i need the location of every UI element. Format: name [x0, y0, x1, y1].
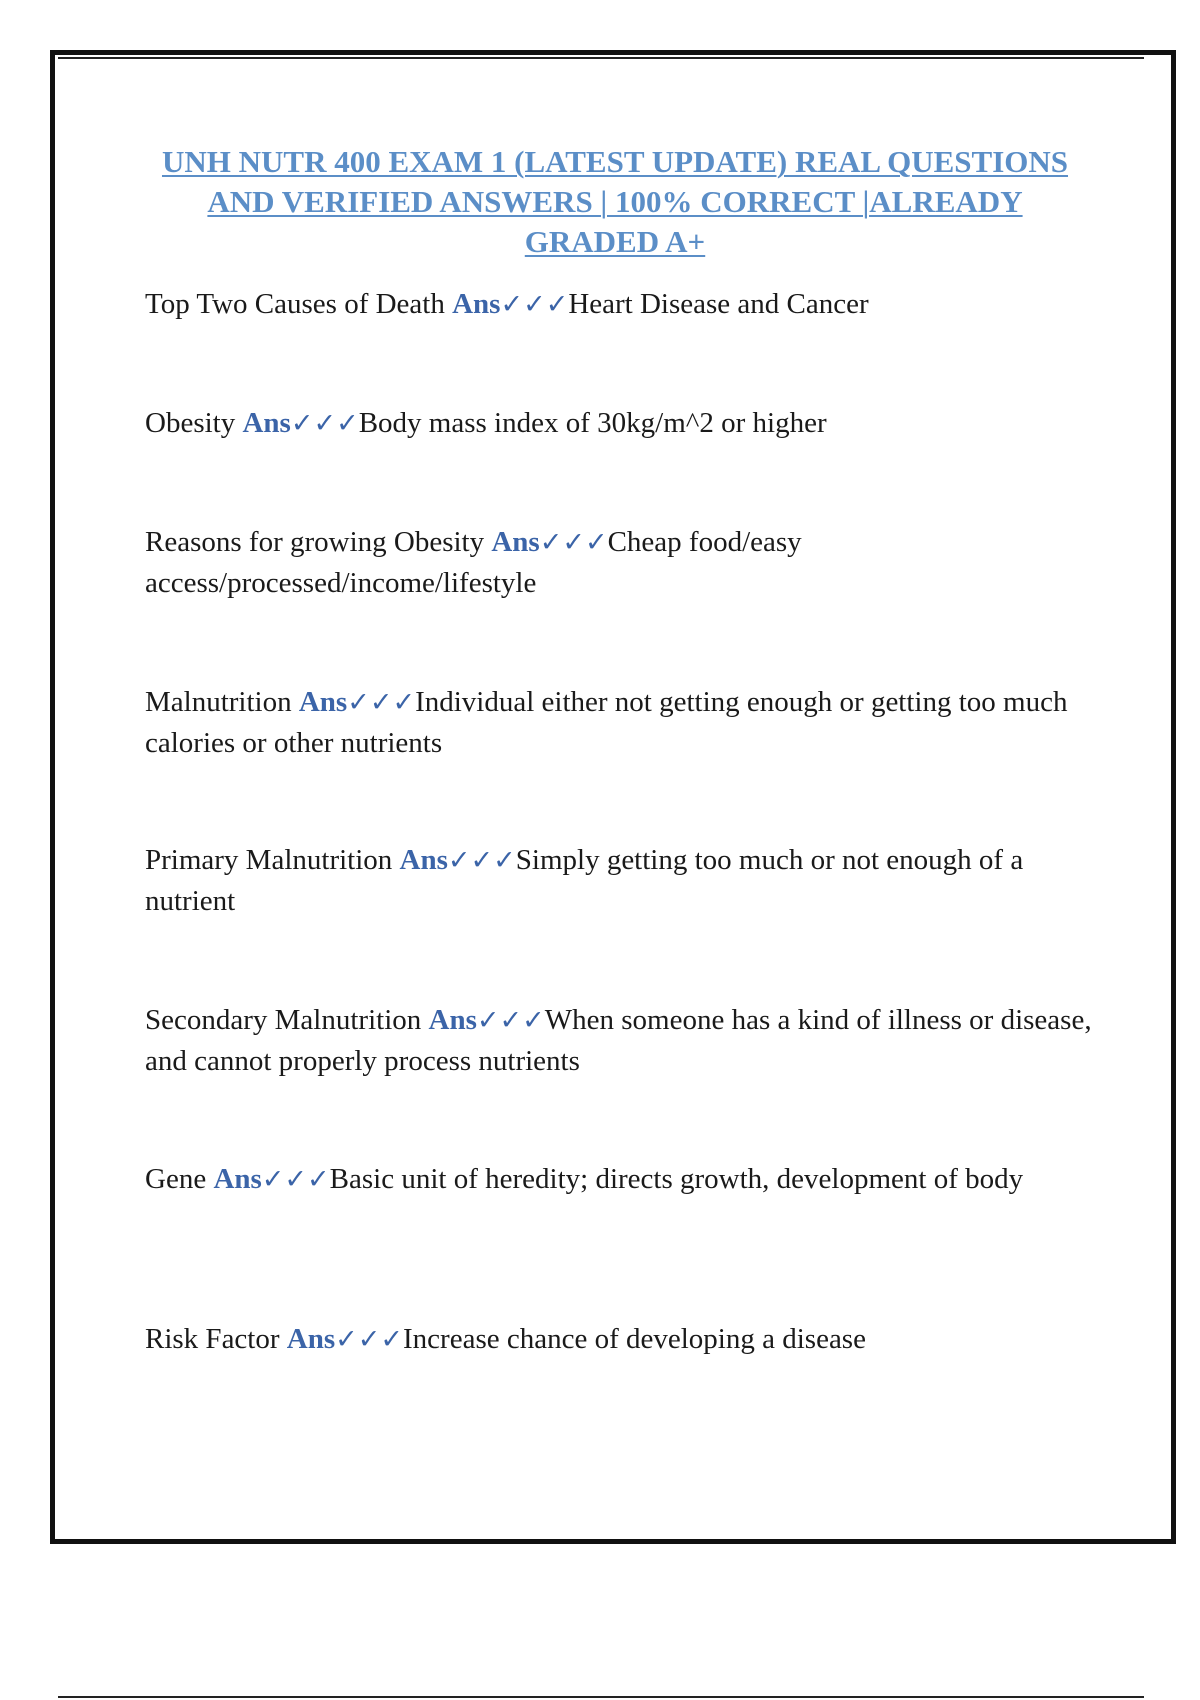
checkmark-icon: ✓✓✓ [347, 687, 416, 718]
answer-marker: Ans [428, 1004, 477, 1036]
qa-answer: Cheap food/easy access/processed/income/lifestyle [145, 526, 802, 599]
checkmark-icon: ✓✓✓ [261, 1164, 330, 1195]
qa-item [145, 522, 895, 603]
qa-term: Malnutrition [145, 686, 292, 718]
qa-term: Reasons for growing Obesity [145, 526, 485, 558]
qa-item [145, 1319, 1105, 1360]
checkmark-icon: ✓✓✓ [335, 1324, 404, 1355]
qa-answer: When someone has a kind of illness or disease, and cannot properly process nutrients [145, 1004, 1092, 1077]
qa-item [145, 403, 1105, 444]
checkmark-icon: ✓✓✓ [290, 408, 359, 439]
qa-answer: Simply getting too much or not enough of a nutrient [145, 844, 1024, 917]
qa-term: Primary Malnutrition [145, 844, 393, 876]
answer-marker: Ans [298, 686, 348, 718]
qa-term: Secondary Malnutrition [145, 1004, 422, 1036]
qa-item [145, 1159, 1075, 1200]
answer-marker: Ans [213, 1163, 262, 1195]
qa-answer: Increase chance of developing a disease [403, 1323, 866, 1355]
checkmark-icon: ✓✓✓ [476, 1005, 545, 1036]
qa-answer: Body mass index of 30kg/m^2 or higher [358, 407, 827, 439]
qa-term: Risk Factor [145, 1323, 280, 1355]
qa-item [145, 1000, 1105, 1081]
checkmark-icon: ✓✓✓ [539, 527, 608, 558]
qa-term: Gene [145, 1163, 207, 1195]
bottom-rule [58, 1696, 1144, 1698]
qa-answer: Basic unit of heredity; directs growth, development of body [329, 1163, 1024, 1195]
answer-marker: Ans [242, 407, 291, 439]
qa-item [145, 840, 1085, 921]
answer-marker: Ans [286, 1323, 336, 1355]
document-title [140, 142, 1090, 262]
qa-item [145, 682, 1105, 763]
qa-term: Top Two Causes of Death [145, 288, 445, 320]
answer-marker: Ans [452, 288, 501, 320]
answer-marker: Ans [491, 526, 540, 558]
answer-marker: Ans [399, 844, 448, 876]
checkmark-icon: ✓✓✓ [500, 289, 569, 320]
document-title-text: UNH NUTR 400 EXAM 1 (LATEST UPDATE) REAL QUESTIONS AND VERIFIED ANSWERS | 100% CORRECT |ALREADY GRADED A+ [161, 144, 1069, 259]
qa-term: Obesity [145, 407, 236, 439]
qa-answer: Individual either not getting enough or getting too much calories or other nutrients [145, 686, 1068, 759]
qa-item [145, 284, 1105, 325]
qa-answer: Heart Disease and Cancer [568, 288, 869, 320]
checkmark-icon: ✓✓✓ [447, 845, 516, 876]
